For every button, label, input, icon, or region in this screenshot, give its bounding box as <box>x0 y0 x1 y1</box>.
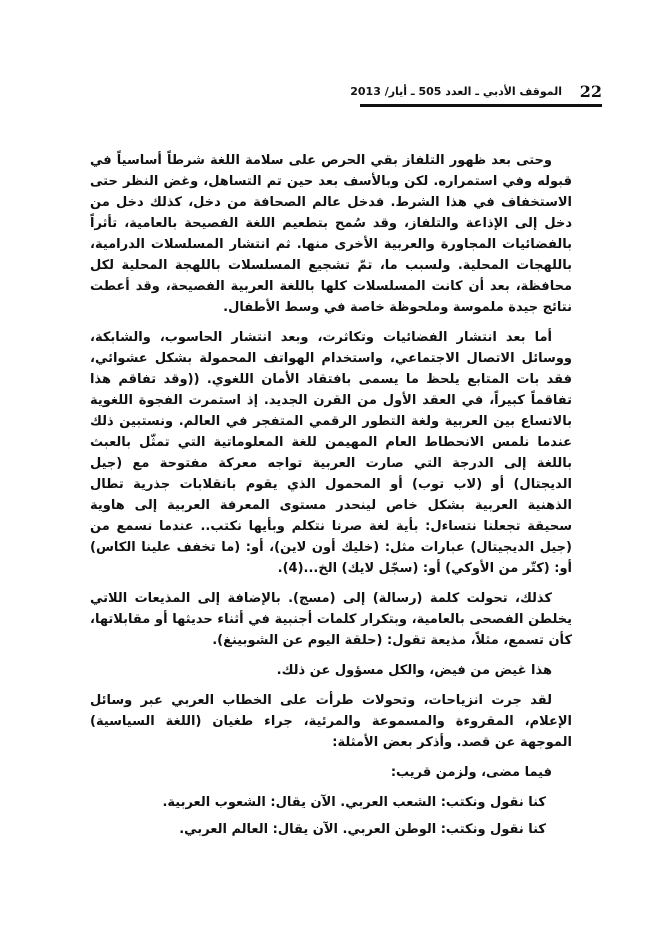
header-rule <box>360 104 602 107</box>
example-line: كنا نقول ونكتب: الوطن العربي. الآن يقال: العالم العربي. <box>179 822 546 837</box>
page-number: 22 <box>579 82 602 101</box>
paragraph: هذا غيض من فيض، والكل مسؤول عن ذلك. <box>276 663 552 678</box>
paragraph: كذلك، تحولت كلمة (رسالة) إلى (مسج). بالإضافة إلى المذيعات اللاتي يخلطن الفصحى بالعامية، وبتكرار كلمات أجنبية في أثناء حديثها أو مقابلاتها، كأن تسمع، مثلاً، مذيعة تقول: (حلقة اليوم عن الشوبينغ). <box>90 591 572 648</box>
paragraph: لقد جرت انزياحات، وتحولات طرأت على الخطاب العربي عبر وسائل الإعلام، المقروءة والمسموعة والمرئية، جراء طغيان (اللغة السياسية) الموجهة عن قصد. وأذكر بعض الأمثلة: <box>90 693 572 750</box>
page-header <box>350 82 602 106</box>
article-body <box>90 150 572 846</box>
paragraph: فيما مضى، ولزمن قريب: <box>390 765 552 780</box>
paragraph: وحتى بعد ظهور التلفاز بقي الحرص على سلامة اللغة شرطاً أساسياً في قبوله وفي استمراره. لكن وبالأسف بعد حين تم التساهل، وغض النظر حتى الاستخفاف في هذا الشرط. فدخل عالم الصحافة من دخل، كذلك دخل من دخل إلى الإذاعة والتلفاز، وقد سُمح بتطعيم اللغة الفصيحة بالعامية، تأثراً بالفضائيات المجاورة والعربية الأخرى منها. ثم انتشار المسلسلات الدرامية، باللهجات المحلية. ولسبب ما، تمّ تشجيع المسلسلات باللهجة المحلية لكل محافظة، بعد أن كانت المسلسلات كلها باللغة العربية الفصيحة، وقد أعطت نتائج جيدة ملموسة وملحوظة خاصة في وسط الأطفال. <box>90 153 572 315</box>
running-head: الموقف الأدبي ـ العدد 505 ـ أيار/ 2013 <box>350 85 562 98</box>
example-line: كنا نقول ونكتب: الشعب العربي. الآن يقال: الشعوب العربية. <box>162 795 546 810</box>
paragraph: أما بعد انتشار الفضائيات وتكاثرت، وبعد انتشار الحاسوب، والشابكة، ووسائل الاتصال الاجتماعي، واستخدام الهواتف المحمولة بشكل عشوائي، فقد بات المتابع يلحظ ما يسمى بافتقاد الأمان اللغوي. ((وقد تفاقم هذا تفاقماً كبيراً، في العقد الأول من القرن الجديد. إذ استمرت الفجوة اللغوية بالاتساع بين العربية ولغة التطور الرقمي المتفجر في العالم. ونستبين ذلك عندما نلمس الانحطاط العام المهيمن للغة المعلوماتية التي تمثّل بالعبث باللغة إلى الدرجة التي صارت العربية تواجه معركة مفتوحة مع (جيل الديجتال) أو (لاب توب) أو المحمول الذي يقوم بانقلابات جذرية تطال الذهنية العربية بشكل خاص لينحدر مستوى المعرفة العربية إلى هاوية سحيقة تجعلنا نتساءل: بأية لغة صرنا نتكلم وبأيها نكتب.. عندما نسمع من (جيل الديجيتال) عبارات مثل: (خليك أون لاين)، أو: (ما تخفف علينا الكاس) أو: (كتّر من الأوكي) أو: (سجّل لايك) الخ...(4). <box>90 330 572 576</box>
